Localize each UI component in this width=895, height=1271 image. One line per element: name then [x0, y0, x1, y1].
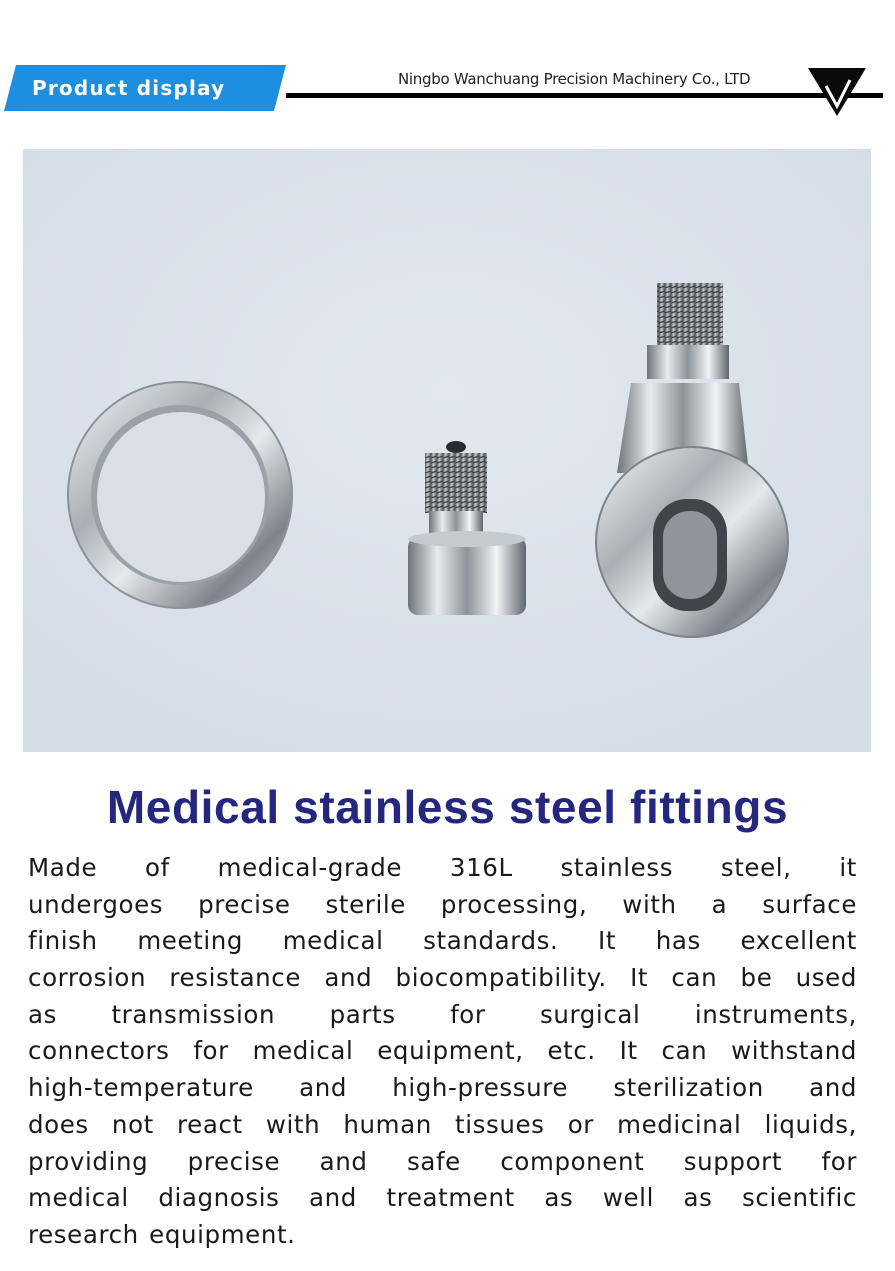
description-line: providing precise and safe component support for [28, 1146, 857, 1176]
section-badge [4, 65, 286, 111]
page-header [0, 0, 895, 130]
product-title: Medical stainless steel fittings [106, 781, 789, 833]
product-photo [23, 149, 871, 752]
description-line: research equipment. [28, 1219, 296, 1249]
description-line: as transmission parts for surgical instruments, [28, 999, 857, 1029]
description-line: does not react with human tissues or medicinal liquids, [28, 1109, 857, 1139]
company-name: Ningbo Wanchuang Precision Machinery Co., LTD [398, 70, 751, 88]
steel-ring [68, 382, 292, 608]
description-line: undergoes precise sterile processing, with a surface [28, 889, 857, 919]
section-badge-label: Product display [32, 76, 226, 100]
description-line: medical diagnosis and treatment as well as scientific [28, 1183, 857, 1213]
header-rule [286, 93, 883, 98]
product-description [28, 850, 857, 1254]
description-line: finish meeting medical standards. It has excellent [28, 926, 857, 956]
company-logo-icon [806, 66, 868, 118]
description-line: Made of medical-grade 316L stainless steel, it [28, 853, 857, 882]
description-line: connectors for medical equipment, etc. It can withstand [28, 1036, 857, 1066]
description-line: high-temperature and high-pressure sterilization and [28, 1073, 857, 1103]
description-line: corrosion resistance and biocompatibility. It can be used [28, 963, 857, 993]
